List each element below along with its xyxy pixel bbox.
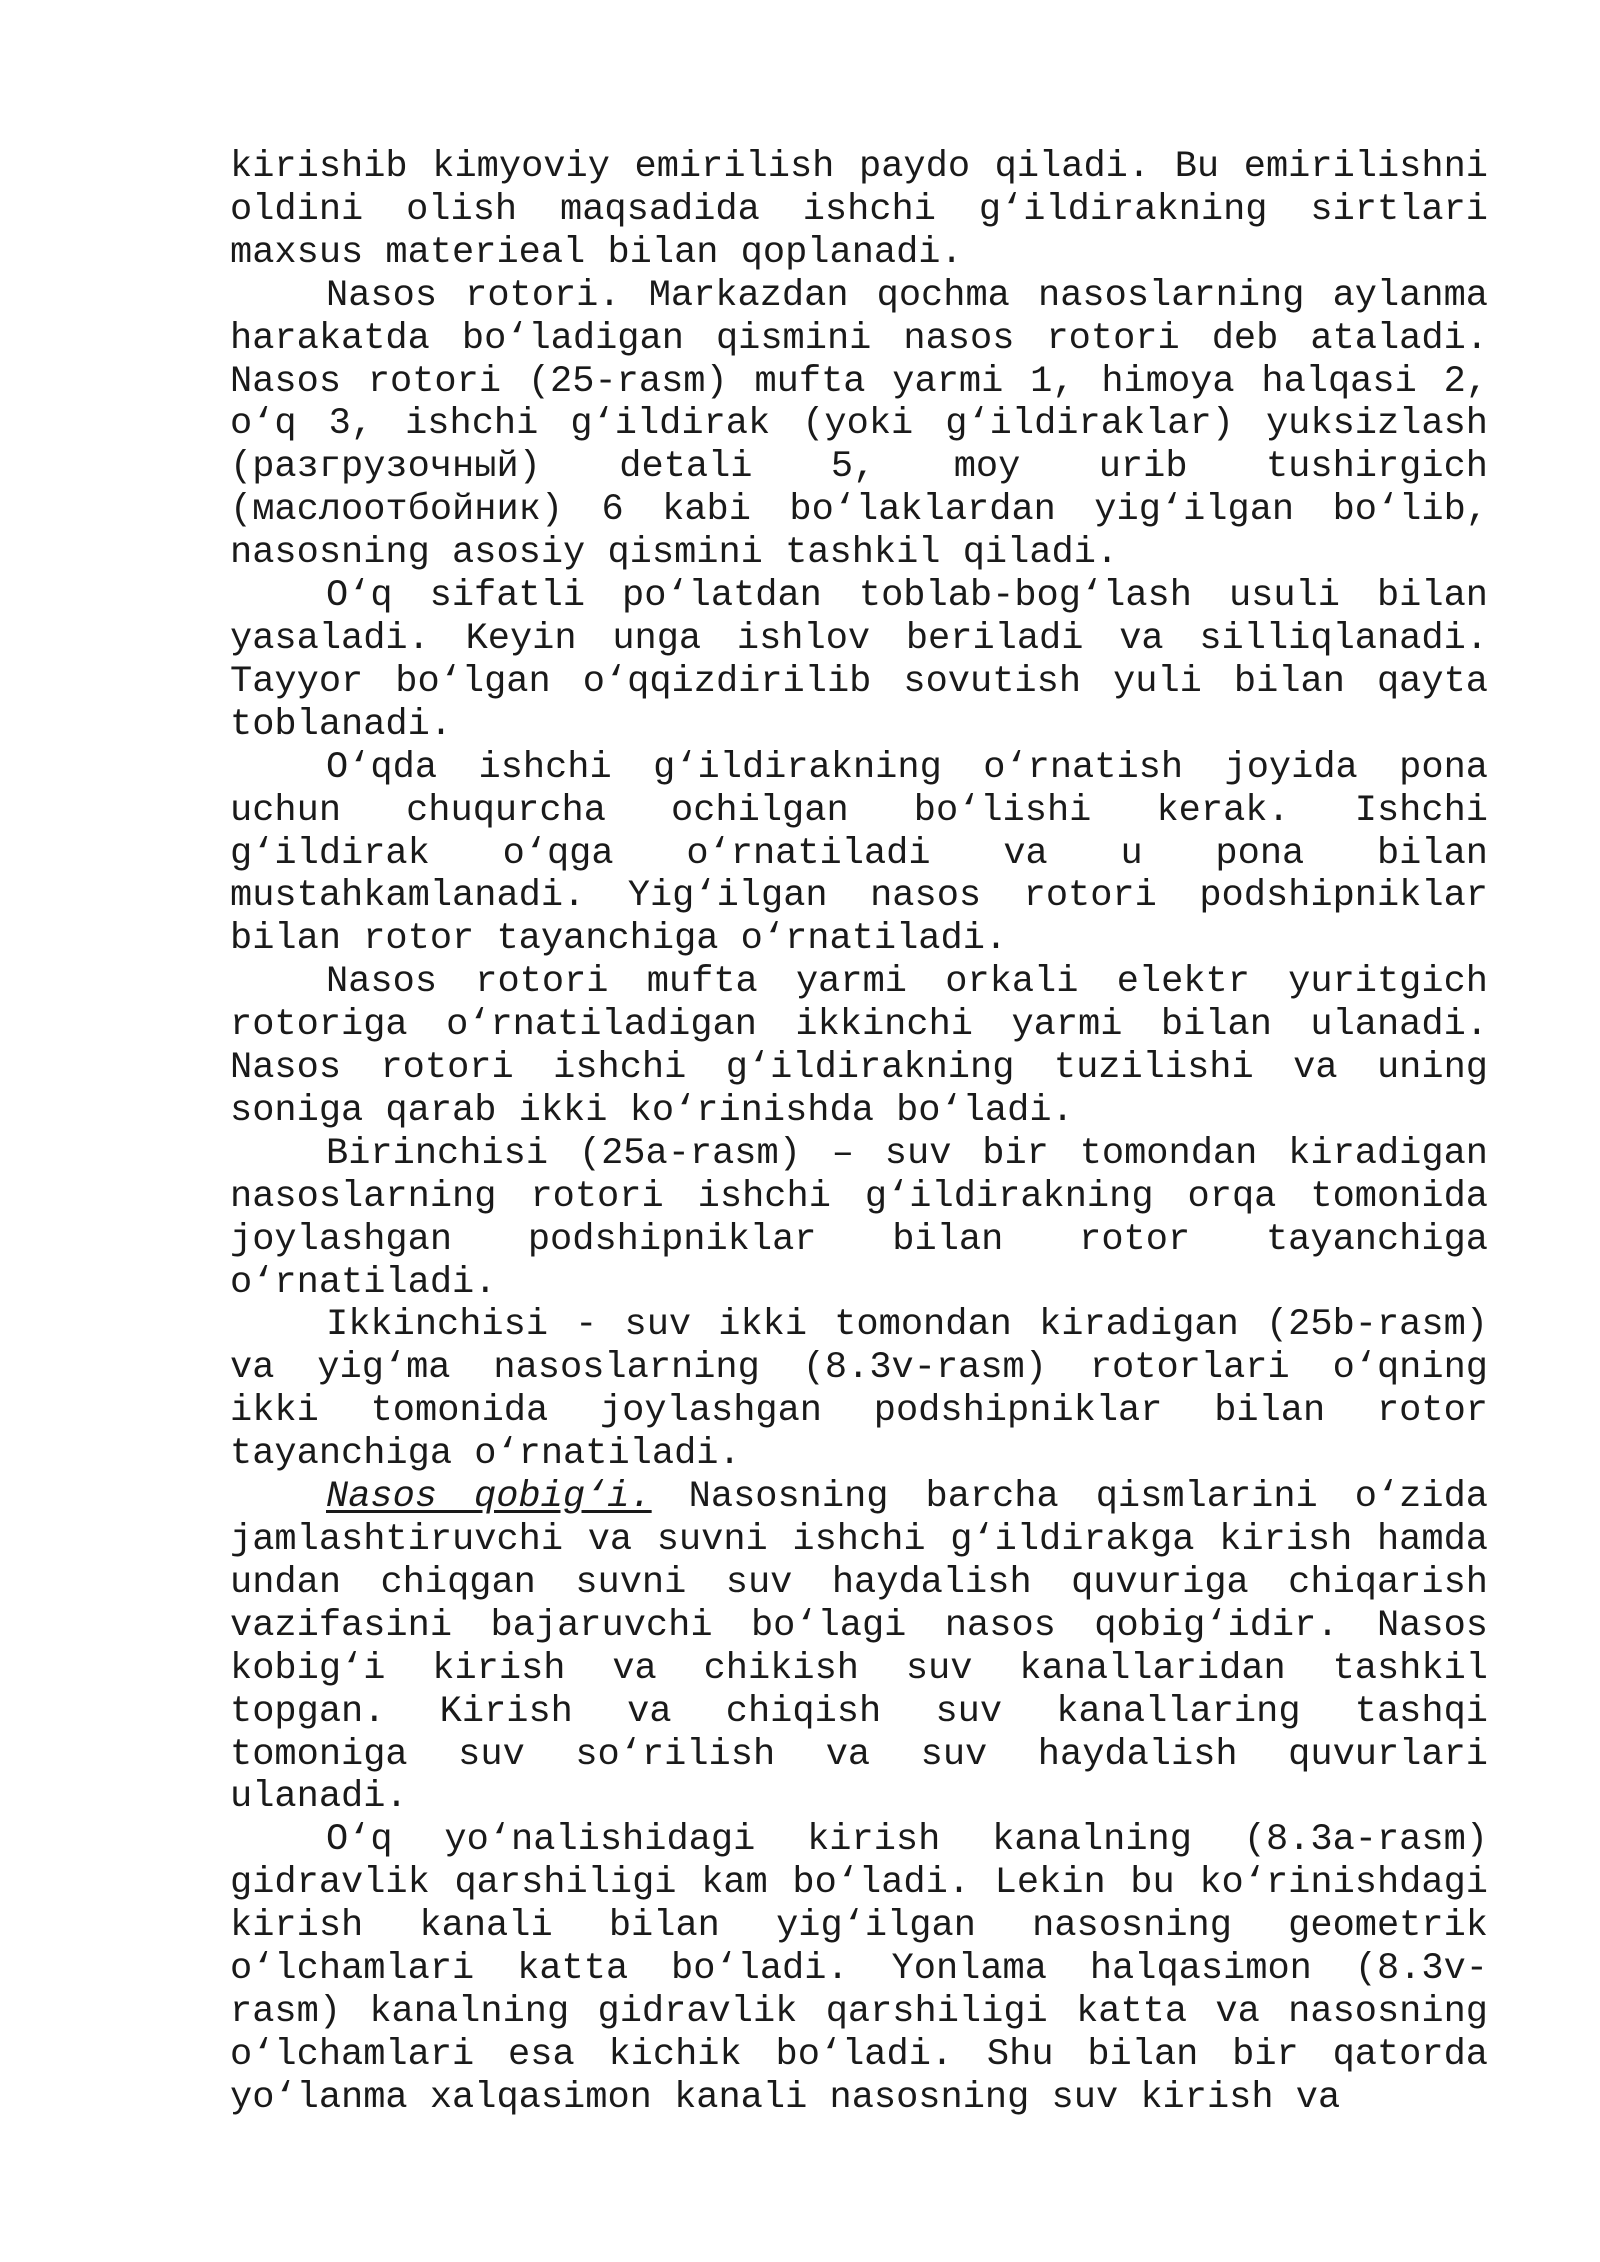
paragraph-ikkinchisi <box>230 1304 1488 1476</box>
paragraph-kirish-kanal <box>230 1819 1488 2119</box>
paragraph-text: Birinchisi (25a-rasm) – suv bir tomondan kiradigan nasoslarning rotori ishchi g‘ildirakning orqa tomonida joylashgan podshipniklar bilan rotor tayanchiga o‘rnatiladi. <box>230 1132 1488 1304</box>
paragraph-intro-continuation <box>230 146 1488 275</box>
paragraph-text: O‘q yo‘nalishidagi kirish kanalning (8.3a-rasm) gidravlik qarshiligi kam bo‘ladi. Lekin bu ko‘rinishdagi kirish kanali bilan yig‘ilgan nasosning geometrik o‘lchamlari katta bo‘ladi. Yonlama halqasimon (8.3v-rasm) kanalning gidravlik qarshiligi katta va nasosning o‘lchamlari esa kichik bo‘ladi. Shu bilan bir qatorda yo‘lanma xalqasimon kanali nasosning suv kirish va <box>230 1819 1488 2119</box>
paragraph-nasos-rotori <box>230 275 1488 575</box>
paragraph-text: Nasos rotori mufta yarmi orkali elektr yuritgich rotoriga o‘rnatiladigan ikkinchi yarmi bilan ulanadi. Nasos rotori ishchi g‘ildirakning tuzilishi va uning soniga qarab ikki ko‘rinishda bo‘ladi. <box>230 961 1488 1132</box>
paragraph-text: Nasosning barcha qismlarini o‘zida jamlashtiruvchi va suvni ishchi g‘ildirakga kirish hamda undan chiqgan suvni suv haydalish quvuriga chiqarish vazifasini bajaruvchi bo‘lagi nasos qobig‘idir. Nasos kobig‘i kirish va chikish suv kanallaridan tashkil topgan. Kirish va chiqish suv kanallaring tashqi tomoniga suv so‘rilish va suv haydalish quvurlari ulanadi. <box>230 1476 1488 1819</box>
paragraph-text: Nasos rotori. Markazdan qochma nasoslarning aylanma harakatda bo‘ladigan qismini nasos rotori deb ataladi. Nasos rotori (25-rasm) mufta yarmi 1, himoya halqasi 2, o‘q 3, ishchi g‘ildirak (yoki g‘ildiraklar) yuksizlash (разгрузочный) detali 5, moy urib tushirgich (маслоотбойник) 6 kabi bo‘laklardan yig‘ilgan bo‘lib, nasosning asosiy qismini tashkil qiladi. <box>230 274 1488 575</box>
paragraph-text: Ikkinchisi - suv ikki tomondan kiradigan (25b-rasm) va yig‘ma nasoslarning (8.3v-rasm) rotorlari o‘qning ikki tomonida joylashgan podshipniklar bilan rotor tayanchiga o‘rnatiladi. <box>230 1304 1488 1476</box>
paragraph-nasos-qobigi <box>230 1476 1488 1819</box>
paragraph-oq-pona <box>230 747 1488 962</box>
paragraph-text: kirishib kimyoviy emirilish paydo qiladi. Bu emirilishni oldini olish maqsadida ishchi g‘ildirakning sirtlari maxsus materieal bilan qoplanadi. <box>230 146 1488 274</box>
section-heading-nasos-qobigi: Nasos qobig‘i. <box>326 1476 652 1519</box>
paragraph-oq-material <box>230 575 1488 747</box>
paragraph-mufta <box>230 961 1488 1133</box>
paragraph-text: O‘q sifatli po‘latdan toblab-bog‘lash usuli bilan yasaladi. Keyin unga ishlov beriladi va silliqlanadi. Tayyor bo‘lgan o‘qqizdirilib sovutish yuli bilan qayta toblanadi. <box>230 575 1488 746</box>
paragraph-text: O‘qda ishchi g‘ildirakning o‘rnatish joyida pona uchun chuqurcha ochilgan bo‘lishi kerak. Ishchi g‘ildirak o‘qga o‘rnatiladi va u pona bilan mustahkamlanadi. Yig‘ilgan nasos rotori podshipniklar bilan rotor tayanchiga o‘rnatiladi. <box>230 746 1488 961</box>
paragraph-birinchisi <box>230 1133 1488 1305</box>
body-text <box>230 146 1488 2120</box>
